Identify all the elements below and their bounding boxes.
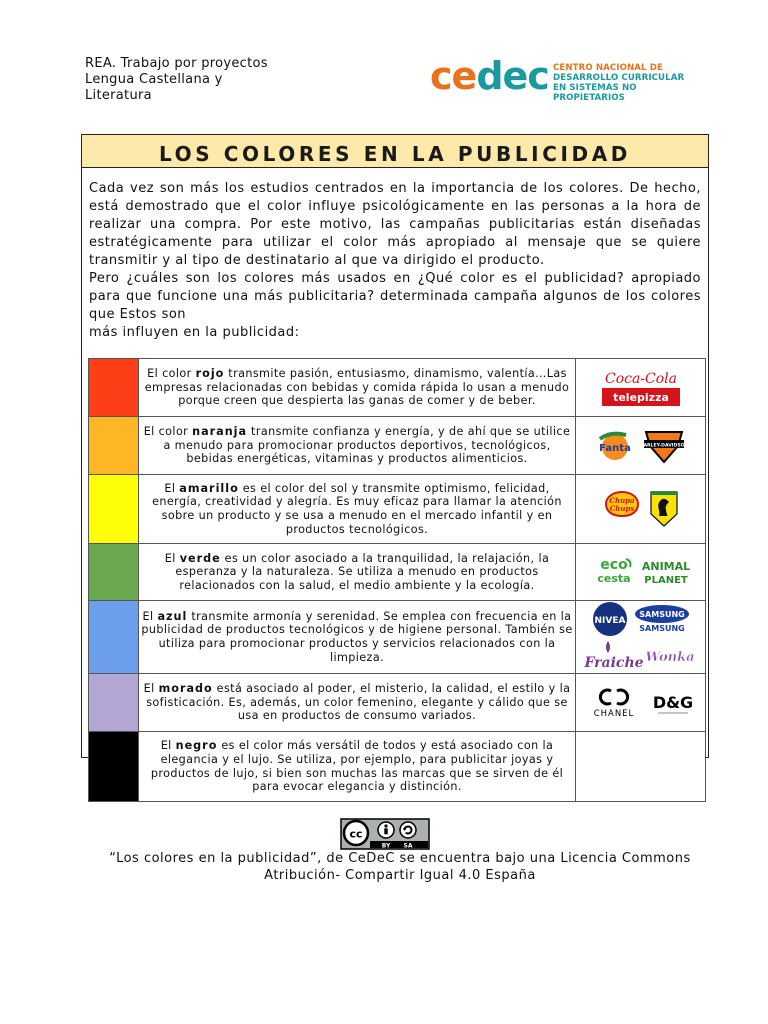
svg-text:SAMSUNG: SAMSUNG	[638, 610, 685, 619]
description-text: El color	[147, 367, 196, 381]
description-text: El	[143, 682, 159, 696]
cedec-subtitle-line: CENTRO NACIONAL DE	[553, 63, 663, 73]
color-swatch	[89, 732, 139, 802]
svg-text:PLANET: PLANET	[643, 575, 688, 586]
color-swatch	[89, 601, 139, 674]
svg-text:Chupa: Chupa	[608, 496, 635, 505]
description-text: es un color asociado a la tranquilidad, la relajación, la esperanza y la naturaleza. Se utiliza a menudo en productos relacionados con la salud, el medio ambiente y la ecología.	[175, 551, 550, 592]
color-keyword: rojo	[195, 367, 225, 381]
by-badge-text: BY	[381, 842, 391, 850]
color-row	[89, 601, 706, 674]
color-description	[139, 674, 576, 732]
header-line: Lengua Castellana y	[85, 72, 223, 87]
wonka-logo	[646, 644, 694, 668]
svg-text:eco: eco	[599, 557, 628, 573]
color-keyword: verde	[179, 551, 221, 565]
svg-text:NIVEA: NIVEA	[594, 616, 625, 626]
telepizza-logo	[602, 388, 680, 406]
svg-text:Coca-Cola: Coca-Cola	[604, 370, 677, 387]
color-swatch	[89, 674, 139, 732]
cedec-subtitle-line: DESARROLLO CURRICULAR	[553, 73, 685, 83]
color-swatch	[89, 475, 139, 544]
color-row	[89, 544, 706, 601]
svg-text:D&G: D&G	[652, 692, 693, 712]
chupa-chups-logo	[603, 490, 641, 528]
color-keyword: amarillo	[179, 481, 239, 495]
harley-davidson-logo	[639, 428, 688, 464]
nivea-logo	[592, 601, 628, 637]
description-text: El	[142, 609, 158, 623]
license-text	[60, 850, 740, 884]
intro-paragraph: Pero ¿cuáles son los colores más usados en ¿Qué color es el publicidad? apropiado para que funcione una más publicitaria? determinada campaña algunos de los colores que Estos son	[89, 271, 701, 322]
color-keyword: morado	[158, 682, 213, 696]
color-row	[89, 732, 706, 802]
header-line: Literatura	[85, 88, 152, 103]
color-description	[139, 544, 576, 601]
page-title: LOS COLORES EN LA PUBLICIDAD	[158, 142, 632, 166]
color-row	[89, 674, 706, 732]
svg-text:Fraiche: Fraiche	[583, 655, 644, 671]
color-row	[89, 417, 706, 475]
intro-text	[89, 180, 701, 342]
brand-logos	[576, 544, 706, 601]
dolce-gabbana-logo	[650, 687, 696, 719]
description-text: es el color del sol y transmite optimismo, felicidad, energía, creatividad y alegría. Es muy eficaz para llamar la atención sobre un producto y se usa a menudo en el mercado infantil y en productos tecnológicos.	[152, 481, 562, 536]
intro-paragraph: más influyen en la publicidad:	[89, 325, 300, 340]
cc-badge-text: cc	[349, 827, 363, 841]
brand-logos	[576, 475, 706, 544]
svg-text:ANIMAL: ANIMAL	[641, 560, 690, 573]
color-keyword: naranja	[192, 425, 248, 439]
description-text: está asociado al poder, el misterio, la calidad, el estilo y la sofisticación. Es, además, un color femenino, elegante y cálido que se usa en productos de consumo variados.	[146, 682, 571, 723]
color-keyword: azul	[157, 609, 188, 623]
brand-logos	[576, 359, 706, 417]
description-text: El color	[143, 425, 193, 439]
description-text: es el color más versátil de todos y está asociado con la elegancia y el lujo. Se utiliza, por ejemplo, para publicitar joyas y productos de lujo, si bien son muchas las marcas que se sirven de él para evocar elegancia y distinción.	[150, 739, 564, 794]
svg-text:HARLEY-DAVIDSON: HARLEY-DAVIDSON	[639, 443, 688, 448]
brand-logos	[576, 601, 706, 674]
brand-logos	[576, 674, 706, 732]
svg-text:Chups: Chups	[609, 504, 634, 513]
brand-logos	[576, 417, 706, 475]
color-description	[139, 732, 576, 802]
chanel-logo	[586, 687, 642, 719]
header-line: REA. Trabajo por proyectos	[85, 56, 268, 71]
color-swatch	[89, 359, 139, 417]
cedec-subtitle	[553, 63, 700, 103]
cedec-subtitle-line: EN SISTEMAS NO PROPIETARIOS	[553, 83, 637, 103]
description-text: transmite confianza y energía, y de ahí que se utilice a menudo para promocionar productos deportivos, tecnológicos, bebidas energéticas, vitaminas y productos alimenticios.	[163, 425, 571, 466]
description-text: El	[164, 551, 180, 565]
cedec-wordmark	[430, 54, 549, 98]
sa-badge-text: SA	[403, 842, 413, 850]
svg-text:SAMSUNG: SAMSUNG	[638, 624, 685, 633]
svg-text:CHANEL: CHANEL	[593, 708, 634, 719]
cc-by-sa-icon	[340, 818, 430, 850]
header-course-info	[85, 56, 268, 104]
license-line: “Los colores en la publicidad”, de CeDeC se encuentra bajo una Licencia Commons	[109, 851, 691, 866]
eco-cesta-logo	[594, 555, 636, 589]
svg-text:Fanta: Fanta	[598, 442, 631, 454]
description-text: El	[164, 481, 180, 495]
intro-paragraph: Cada vez son más los estudios centrados en la importancia de los colores. De hecho, está demostrado que el color influye psicológicamente en las personas a la hora de realizar una compra. Por este motivo, las campañas publicitarias están diseñadas estratégicamente para utilizar el color más apropiado al mensaje que se quiere transmitir y al tipo de destinatario al que va dirigido el producto.	[89, 181, 701, 268]
color-description	[139, 417, 576, 475]
svg-text:telepizza: telepizza	[612, 390, 669, 404]
color-row	[89, 359, 706, 417]
coca-cola-logo	[604, 370, 677, 387]
fanta-logo	[596, 429, 634, 463]
ferrari-logo	[649, 490, 679, 528]
fraiche-logo	[583, 639, 644, 673]
cedec-logo	[430, 54, 700, 103]
description-text: transmite pasión, entusiasmo, dinamismo, valentía…Las empresas relacionadas con bebidas y comida rápida lo usan a menudo porque creen que despierta las ganas de comer y de beber.	[144, 367, 570, 408]
cedec-wordmark-left: ce	[430, 54, 477, 98]
svg-text:Wonka: Wonka	[644, 650, 695, 665]
cedec-wordmark-right: dec	[476, 54, 549, 98]
color-description	[139, 475, 576, 544]
color-description	[139, 601, 576, 674]
brand-logos	[576, 732, 706, 802]
color-swatch	[89, 544, 139, 601]
license-line: Atribución- Compartir Igual 4.0 España	[264, 868, 536, 883]
svg-text:cesta: cesta	[596, 572, 631, 585]
animal-planet-logo	[641, 558, 690, 586]
color-swatch	[89, 417, 139, 475]
samsung-logo	[634, 604, 690, 634]
color-description	[139, 359, 576, 417]
color-row	[89, 475, 706, 544]
color-table	[88, 358, 706, 802]
description-text: El	[160, 739, 176, 753]
color-keyword: negro	[175, 739, 218, 753]
title-bar	[82, 135, 708, 168]
description-text: transmite armonía y serenidad. Se emplea con frecuencia en la publicidad de productos tecnológicos y de higiene personal. También se utiliza para promocionar productos y servicios relacionados con la limpieza.	[141, 609, 573, 664]
